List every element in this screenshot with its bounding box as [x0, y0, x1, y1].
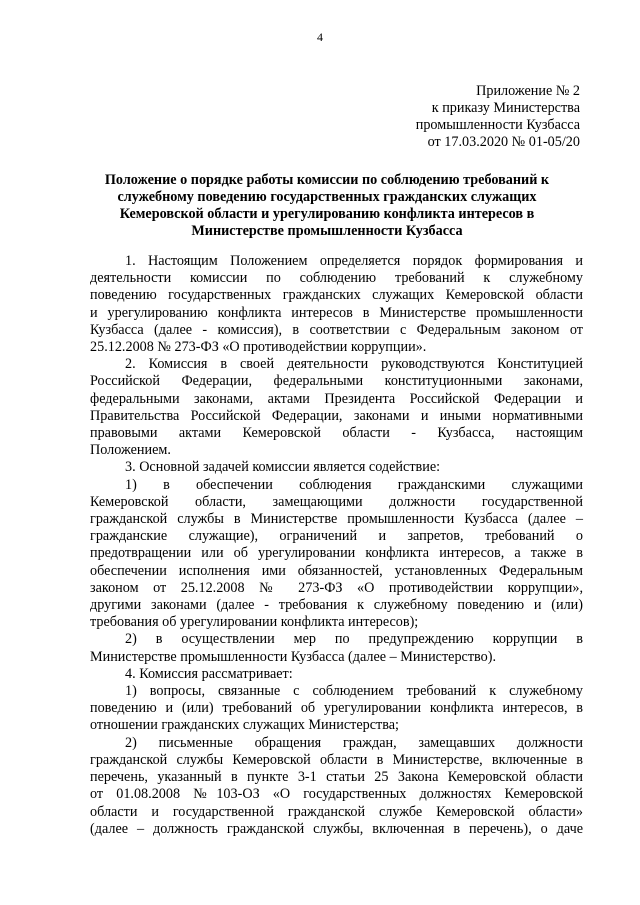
paragraph	[90, 253, 583, 356]
paragraph-line: деятельности комиссии по соблюдению требований к служебному	[90, 270, 583, 287]
paragraph-line: обеспечении исполнения ими обязанностей, установленных Федеральным	[90, 562, 583, 579]
document-body	[90, 253, 583, 838]
paragraph-line: законом от 25.12.2008 № 273-ФЗ «О противодействии коррупции»,	[90, 579, 583, 596]
appendix-line: Приложение № 2	[476, 83, 580, 99]
paragraph	[90, 735, 583, 838]
document-title	[60, 172, 594, 240]
paragraph-line: (далее – должность гражданской службы, включенная в перечень), о даче	[90, 820, 583, 837]
paragraph-line: гражданские служащие), ограничений и запретов, требований о	[90, 528, 583, 545]
paragraph	[90, 356, 583, 459]
paragraph-line: отношении гражданских служащих Министерства;	[90, 717, 399, 734]
title-line: служебному поведению государственных гражданских служащих	[117, 189, 537, 205]
appendix-line: к приказу Министерства	[431, 100, 580, 116]
paragraph-line: поведению и (или) требований об урегулировании конфликта интересов, в	[90, 700, 583, 717]
paragraph-line: 1) в обеспечении соблюдения гражданскими служащими	[125, 476, 583, 493]
paragraph-line: перечень, указанный в пункте 3-1 статьи 25 Закона Кемеровской области	[90, 769, 583, 786]
paragraph	[90, 459, 583, 476]
paragraph	[90, 477, 583, 632]
paragraph-line: 3. Основной задачей комиссии является содействие:	[125, 459, 441, 476]
paragraph-line: правовыми актами Кемеровской области - Кузбасса, настоящим	[90, 425, 583, 442]
paragraph-line: 1) вопросы, связанные с соблюдением требований к служебному	[125, 683, 583, 700]
paragraph-line: другими законами (далее - требования к служебному поведению и (или)	[90, 597, 583, 614]
title-line: Положение о порядке работы комиссии по соблюдению требований к	[104, 172, 550, 188]
paragraph	[90, 631, 583, 665]
paragraph-line: 2) в осуществлении мер по предупреждению коррупции в	[125, 631, 583, 648]
paragraph-line: Правительства Российской Федерации, законами и иными нормативными	[90, 407, 583, 424]
paragraph-line: от 01.08.2008 №103-ОЗ «О государственных должностях Кемеровской	[90, 786, 583, 803]
paragraph-line: гражданской службы в Министерстве промышленности Кузбасса (далее –	[90, 511, 583, 528]
page-number: 4	[317, 30, 323, 44]
appendix-date-line: от 17.03.2020 № 01-05/20	[427, 134, 580, 150]
paragraph-line: требования об урегулировании конфликта интересов);	[90, 614, 419, 631]
paragraph-line: 4. Комиссия рассматривает:	[125, 665, 293, 682]
paragraph	[90, 683, 583, 735]
title-line: Министерстве промышленности Кузбасса	[191, 223, 463, 239]
paragraph-line: федеральными законами, актами Президента Российской Федерации и	[90, 390, 583, 407]
paragraph-line: 2) письменные обращения граждан, замещавших должности	[125, 734, 583, 751]
paragraph-line: и урегулированию конфликта интересов в Министерстве промышленности	[90, 304, 583, 321]
paragraph-line: поведению государственных гражданских служащих Кемеровской области	[90, 287, 583, 304]
paragraph-line: 25.12.2008 № 273-ФЗ «О противодействии коррупции».	[90, 339, 427, 356]
paragraph-line: 2. Комиссия в своей деятельности руководствуются Конституцией	[125, 356, 583, 373]
paragraph-line: области и государственной гражданской службе Кемеровской области»	[90, 803, 583, 820]
paragraph-line: Положением.	[90, 442, 171, 459]
appendix-line: промышленности Кузбасса	[415, 117, 580, 133]
paragraph-line: 1. Настоящим Положением определяется порядок формирования и	[125, 253, 583, 269]
paragraph-line: Министерстве промышленности Кузбасса (далее – Министерство).	[90, 648, 497, 665]
paragraph-line: Кузбасса (далее - комиссия), в соответствии с Федеральным законом от	[90, 321, 583, 338]
paragraph-line: Кемеровской области, замещающими должности государственной	[90, 493, 583, 510]
paragraph-line: гражданской службы Кемеровской области в Министерстве, включенные в	[90, 751, 583, 768]
appendix-header	[400, 83, 580, 151]
paragraph	[90, 666, 583, 683]
paragraph-line: Российской Федерации, федеральными конституционными законами,	[90, 373, 583, 390]
title-line: Кемеровской области и урегулированию конфликта интересов в	[119, 206, 535, 222]
paragraph-line: предотвращении или об урегулировании конфликта интересов, а также в	[90, 545, 583, 562]
